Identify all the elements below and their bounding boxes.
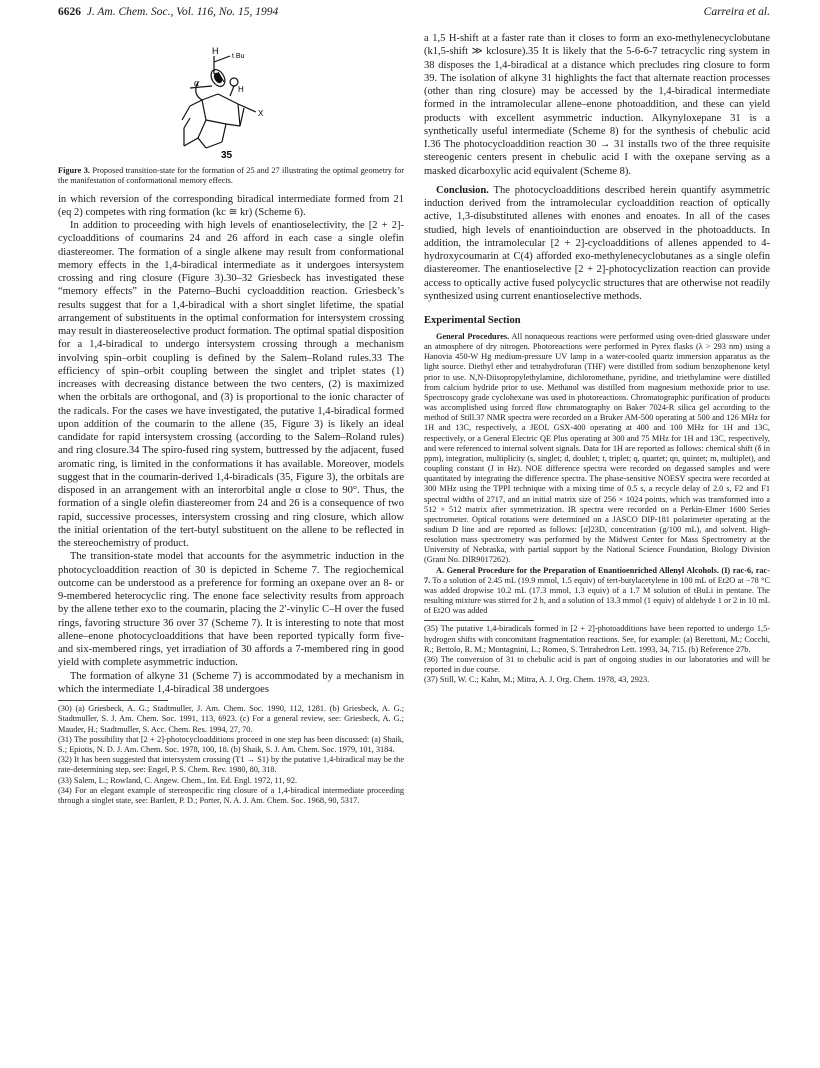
running-header — [58, 6, 770, 22]
experimental-section-heading: Experimental Section — [424, 315, 521, 326]
procedure-a-label: A. General Procedure for the Preparation of Enantioenriched Allenyl Alcohols. (I) rac-6, rac-7. — [424, 565, 770, 585]
caption-label: Figure 3. — [58, 166, 90, 175]
label-h2: H — [238, 85, 244, 94]
procedure-a-text: To a solution of 2.45 mL (19.9 mmol, 1.5 equiv) of tert-butylacetylene in 100 mL of Et2O at −78 °C was added dropwise 10.2 mL (17.3 mmol, 1.3 equiv) of a 1.7 M solution of tBuLi in pentane. The resulting mixture was stirred for 2 h, and a solution of 13.3 mmol (1 equiv) of aldehyde 1 or 2 in 10 mL of Et2O was added — [424, 575, 770, 616]
conclusion-paragraph — [424, 184, 770, 303]
footnote-36: (36) The conversion of 31 to chebulic acid is part of ongoing studies in our laboratories and will be reported in due course. — [424, 654, 770, 675]
journal-citation: J. Am. Chem. Soc., Vol. 116, No. 15, 1994 — [86, 6, 279, 18]
conclusion-text: The photocycloadditions described herein quantify asymmetric induction derived from the intramolecular cycloaddition reaction of optically active, 1,3-disubstituted allenes with enones and enoates. In all of the cases studied, high levels of enantioinduction are observed in the photoadducts. In addition, the intramolecular [2 + 2]-cycloadditions of allenes appended to 4-hydroxycoumarin at C(4) afforded exo-methylenecyclobutanes as a single olefin diastereomer. The enantioselective [2 + 2]-photocyclization reaction can provide access to optically active fused polycyclic structures that are otherwise not readily synthesized using current enantioselective methods. — [424, 184, 771, 302]
footnote-34: (34) For an elegant example of stereospecific ring closure of a 1,4-biradical intermediate proceeding through a singlet state, see: Bartlett, P. D.; Porter, N. A. J. Am. Chem. Soc. 1968, 90, 5317. — [58, 785, 404, 805]
label-x: X — [258, 109, 264, 118]
label-alpha: α — [194, 78, 200, 89]
page-number: 6626 — [58, 6, 81, 18]
left-column — [58, 32, 404, 806]
label-tbu: t Bu — [232, 53, 245, 60]
label-h: H — [212, 46, 219, 56]
header-left — [58, 6, 278, 18]
procedure-a-paragraph — [424, 566, 770, 617]
general-procedures-label: General Procedures. — [436, 332, 510, 341]
footnote-32: (32) It has been suggested that intersystem crossing (T1 → S1) by the putative 1,4-biradical may be the rate-determining step, see: Engel, P. S. Chem. Rev. 1980, 80, 318. — [58, 755, 404, 775]
footnote-30: (30) (a) Griesbeck, A. G.; Stadtmuller, J. Am. Chem. Soc. 1990, 112, 1281. (b) Griesbeck, A. G.; Stadtmuller, S. J. Am. Chem. Soc. 1991, 113, 6923. (c) For a general review, see: Griesbeck, A. G.; Mauder, H.; Stadtmuller, S. Acc. Chem. Res. 1994, 27, 70. — [58, 704, 404, 734]
header-authors: Carreira et al. — [703, 6, 770, 18]
left-paragraph-2: In addition to proceeding with high levels of enantioselectivity, the [2 + 2]-cycloadditions of coumarins 24 and 26 afford in each case a single olefin diastereomer. The formation of a single alkene may result from conformational memory effects in the 1,4-biradical intermediate as it undergoes intersystem crossing and ring closure (Figure 3).30–32 Griesbeck has investigated these “memory effects” in the Paterno–Buchi cycloaddition reaction. Griesbeck’s results suggest that for a 1,4-biradical with a short singlet lifetime, the spatial arrangement of substituents in the optimal conformation for intersystem crossing may result in diastereoselective product formation. The optimal spatial disposition for a 1,4-biradical to undergo intersystem crossing through a mechanism involving spin–orbit coupling is defined by the Salem–Roland rules.33 The efficiency of spin–orbit coupling between the singlet and triplet states (1) increases with decreasing distance between the two centers, (2) is maximized when the orbitals are orthogonal, and (3) is proportional to the ionic character of the radicals. For the cases we have investigated, the putative 1,4-biradical formed upon addition of the coumarin to the allene (35, Figure 3) is likely an ideal candidate for rapid intersystem crossing (according to the Salem–Roland rules) and ring closure.34 The spiro-fused ring system, buttressed by the adjacent, fused aromatic ring, is limited in the conformations it has available. Moreover, models suggest that in the coumarin-derived 1,4-biradicals (35, Figure 3), the orbitals are disposed in an arrangement with an interorbital angle α close to 90°. Thus, the formation of a single olefin diastereomer from 24 and 26 is a consequence of two rapid, successive processes, intersystem crossing and ring closure, which allow the initial orientation of the tert-butyl substituent on the allene to be reflected in the stereochemistry of product. — [58, 220, 404, 550]
figure-caption — [58, 166, 404, 187]
footnote-divider-right — [424, 620, 534, 621]
figure-3 — [58, 42, 404, 162]
footnote-35: (35) The putative 1,4-biradicals formed in [2 + 2]-photoadditions have been reported to undergo 1,5-hydrogen shifts with concomitant fragmentation reactions. See, for example: (a) Berettoni, M.; Cocchi, R.; Bettolo, R. M.; Montagnini, L.; Romeo, S. Tetrahedron Lett. 1993, 34, 715. (b) Reference 27b. — [424, 624, 770, 654]
footnote-33: (33) Salem, L.; Rowland, C. Angew. Chem., Int. Ed. Engl. 1972, 11, 92. — [58, 775, 298, 785]
footnote-37: (37) Still, W. C.; Kahn, M.; Mitra, A. J. Org. Chem. 1978, 43, 2923. — [424, 675, 650, 685]
right-column — [424, 32, 770, 686]
left-paragraph-3: The transition-state model that accounts for the asymmetric induction in the photocycloaddition reaction of 30 is depicted in Scheme 7. The regiochemical outcome can be understood as a preference for forming an oxepane over an 8- or 9-membered heterocyclic ring. The enone face selectivity results from approach by the allene tether exo to the coumarin, placing the 2′-vinylic C–H over the fused rings, favoring structure 36 over 37 (Scheme 7). It is interesting to note that most allene–enone photocycloadditions that have been reported typically form five- and six-membered rings, yet irradiation of 30 affords a 7-membered ring in good yield with complete asymmetric induction. — [58, 551, 404, 669]
right-paragraph-1: a 1,5 H-shift at a faster rate than it closes to form an exo-methylenecyclobutane (k1,5-shift ≫ kclosure).35 It is likely that the 5-6-6-7 tetracyclic ring system in 38 disposes the 1,4-biradical at a distance which precludes ring closure to form 39. The isolation of alkyne 31 highlights the fact that alternate reaction processes (other than ring closure) may be accessed by the 1,4-biradical intermediate formed in the intramolecular allene–enone photoaddition, and these can yield products with excellent asymmetric induction. Alkynyloxepane 31 is a synthetically useful intermediate (Scheme 8) for the synthesis of chebulic acid I.36 The photocycloaddition reaction 30 → 31 installs two of the three requisite stereogenic centers present in chebulic acid I with the oxepane serving as a masked dicarboxylic acid equivalent (Scheme 8). — [424, 33, 770, 177]
left-paragraph-1: in which reversion of the corresponding biradical intermediate formed from 21 (eq 2) competes with ring formation (kc ≅ kr) (Scheme 6). — [58, 193, 404, 218]
compound-label-35: 35 — [221, 150, 233, 160]
caption-text: Proposed transition-state for the formation of 25 and 27 illustrating the optimal geometry for the manifestation of conformational memory effects. — [58, 166, 405, 186]
general-procedures-paragraph — [424, 332, 770, 566]
footnote-divider — [58, 700, 168, 701]
conclusion-label: Conclusion. — [436, 184, 489, 196]
general-procedures-text: All nonaqueous reactions were performed using oven-dried glassware under an atmosphere of dry nitrogen. Photoreactions were performed in Pyrex flasks (λ > 293 nm) using a Hanovia 450-W Hg medium-pressure UV lamp in a water-cooled quartz immersion apparatus as the light source. Diethyl ether and tetrahydrofuran (THF) were distilled from sodium benzophenone ketyl prior to use. N,N-Diisopropylethylamine, dichloromethane, pyridine, and triethylamine were distilled from calcium hydride prior to use. Methanol was distilled from magnesium methoxide prior to use. Spectroscopy grade cyclohexane was used in photoreactions. Chromatographic purification of products was accomplished using forced flow chromatography on Baker 7024-R silica gel according to the method of Still.37 NMR spectra were recorded on a Bruker AM-500 operating at 500 and 126 MHz for 1H and 13C, respectively, a JEOL GSX-400 operating at 400 and 100 MHz for 1H and 13C, respectively, or a General Electric QE Plus operating at 300 and 75 MHz for 1H and 13C, respectively, and were referenced to internal solvent signals. Data for 1H are reported as follows: chemical shift (δ in ppm), integration, multiplicity (s, singlet; d, doublet; t, triplet; q, quartet; qn, quintet; m, multiplet), and coupling constant (J in Hz). NOE difference spectra were recorded on degassed samples and were quantitated by integrating the difference spectra. The phase-sensitive NOESY spectra were recorded at 300 MHz using the TPPI technique with a mixing time of 0.5 s, a recycle delay of 2.0 s, F2 and F1 spectral widths of 2717, and an initial matrix size of 256 × 1024 points, which was transformed into a 512 × 512 matrix after symmetrization. IR spectra were recorded on a Perkin-Elmer 1600 Series spectrometer. Optical rotations were determined on a JASCO DIP-181 polarimeter operating at the sodium D line and are reported as follows: [α]23D, concentration (g/100 mL), and solvent. High-resolution mass spectrometry was performed by the Midwest Center for Mass Spectrometry at the University of Nebraska, with partial support by the National Science Foundation, Biology Division (Grant No. DIR9017262). — [424, 332, 770, 565]
structure-35-diagram — [168, 42, 298, 160]
left-paragraph-4: The formation of alkyne 31 (Scheme 7) is accommodated by a mechanism in which the intermediate 1,4-biradical 38 undergoes — [58, 670, 404, 695]
footnote-31: (31) The possibility that [2 + 2]-photocycloadditions proceed in one step has been discussed: (a) Shaik, S.; Epiotis, N. D. J. Am. Chem. Soc. 1978, 100, 18. (b) Shaik, S. J. Am. Chem. Soc. 1979, 101, 3184. — [58, 734, 404, 754]
